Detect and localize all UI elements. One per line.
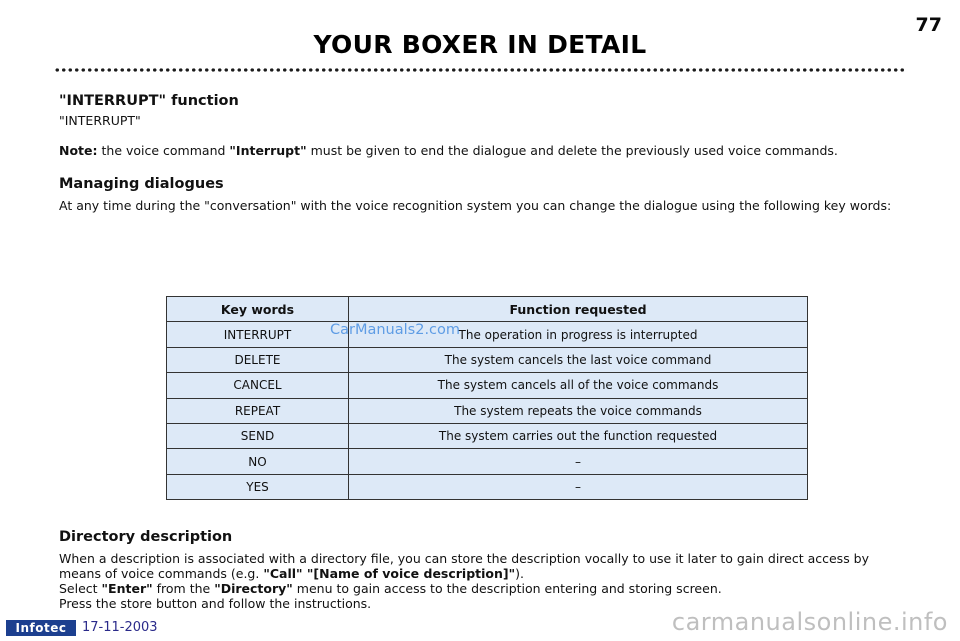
directory-heading: Directory description: [59, 529, 233, 545]
table-row: [167, 322, 807, 347]
note-bold: "Interrupt": [229, 143, 307, 158]
key-cell: NO: [167, 449, 349, 474]
key-cell: CANCEL: [167, 373, 349, 398]
function-cell: –: [575, 479, 581, 494]
directory-paragraph-3: Press the store button and follow the instructions.: [59, 596, 372, 611]
key-cell: DELETE: [167, 347, 349, 372]
note-label: Note:: [59, 143, 98, 158]
directory-paragraph-1: [59, 551, 902, 581]
interrupt-command: "INTERRUPT": [59, 113, 141, 128]
dir-p2-text-2: from the: [156, 581, 211, 596]
table-row: [167, 423, 807, 448]
interrupt-heading: "INTERRUPT" function: [59, 93, 239, 109]
dir-p1-bold: "Call" "[Name of voice description]": [263, 566, 516, 581]
table-row: [167, 347, 807, 372]
dir-p2-bold-2: "Directory": [214, 581, 293, 596]
note-text-2: must be given to end the dialogue and delete the previously used voice commands.: [310, 143, 838, 158]
title-dotted-rule: [54, 66, 906, 74]
table-row: [167, 373, 807, 398]
header-key-words: Key words: [167, 297, 349, 322]
function-cell: –: [349, 449, 808, 474]
dir-p1-text: When a description is associated with a directory file, you can store the description vocally to use it later to gain direct access by means of voice commands (e.g.: [59, 551, 870, 581]
page-number: 77: [915, 14, 942, 36]
function-cell: The system repeats the voice commands: [349, 398, 808, 423]
header-function: Function requested: [349, 297, 808, 322]
interrupt-note: [59, 143, 902, 158]
keywords-table: [166, 296, 808, 500]
directory-paragraph-2: [59, 581, 902, 596]
table-row: [167, 398, 807, 423]
content-top: [59, 92, 902, 213]
key-cell: INTERRUPT: [167, 322, 349, 347]
note-text-1: the voice command: [101, 143, 226, 158]
watermark-carmanualsonline: carmanualsonline.info: [671, 608, 948, 636]
table-row: [167, 449, 807, 474]
key-cell: REPEAT: [167, 398, 349, 423]
function-cell: The system cancels all of the voice commands: [349, 373, 808, 398]
function-cell: The system carries out the function requested: [349, 423, 808, 448]
dir-p2-bold-1: "Enter": [101, 581, 153, 596]
table-header-row: [167, 297, 807, 322]
dir-p2-text-3: menu to gain access to the description entering and storing screen.: [296, 581, 722, 596]
function-cell: The system cancels the last voice command: [349, 347, 808, 372]
key-cell: SEND: [167, 423, 349, 448]
function-cell: The operation in progress is interrupted: [349, 322, 808, 347]
watermark-carmanuals2: CarManuals2.com: [330, 322, 461, 338]
table-row: [167, 474, 807, 499]
page-title: YOUR BOXER IN DETAIL: [313, 30, 647, 59]
managing-heading: Managing dialogues: [59, 176, 224, 192]
directory-section: [59, 528, 902, 611]
managing-text: At any time during the "conversation" with the voice recognition system you can change the dialogue using the following key words:: [59, 198, 892, 213]
infotec-logo: Infotec: [6, 620, 76, 636]
key-cell: YES: [167, 474, 349, 499]
footer-date: 17-11-2003: [82, 620, 158, 635]
dir-p2-text-1: Select: [59, 581, 98, 596]
dir-p1-end: ).: [515, 566, 525, 581]
